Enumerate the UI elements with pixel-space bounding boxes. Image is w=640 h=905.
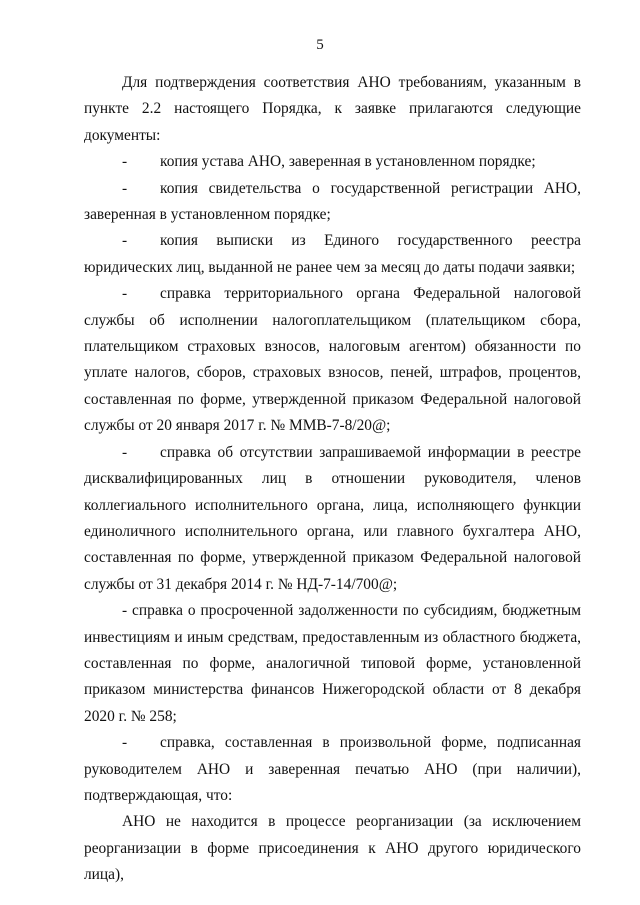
list-item-free-form-certificate (84, 730, 581, 809)
list-item-disqualified-registry-certificate (84, 440, 581, 598)
list-item-charter-copy (84, 149, 581, 175)
list-dash: - (122, 153, 128, 171)
paragraph-text: справка, составленная в произвольной форме, подписанная руководителем АНО и заверенная печатью АНО (при наличии), подтверждающая, что: (84, 734, 581, 804)
paragraph-text: копия устава АНО, заверенная в установленном порядке; (160, 153, 536, 171)
list-dash: - (122, 734, 128, 752)
list-dash: - (122, 285, 128, 303)
paragraph-text: копия свидетельства о государственной регистрации АНО, заверенная в установленном порядке; (84, 179, 581, 224)
paragraph-text: - справка о просроченной задолженности по субсидиям, бюджетным инвестициям и иным средствам, предоставленным из областного бюджета, составленная по форме, аналогичной типовой форме, установленной приказом министерства финансов Нижегородской области от 8 декабря 2020 г. № 258; (84, 602, 581, 725)
document-body (84, 70, 581, 889)
list-item-tax-certificate (84, 281, 581, 439)
list-dash: - (122, 179, 128, 197)
paragraph-text: копия выписки из Единого государственного реестра юридических лиц, выданной не ранее чем за месяц до даты подачи заявки; (84, 232, 581, 276)
paragraph-text: АНО не находится в процессе реорганизации (за исключением реорганизации в форме присоединения к АНО другого юридического лица), (84, 813, 581, 884)
list-dash: - (122, 232, 128, 250)
list-dash: - (122, 443, 128, 461)
intro-paragraph (84, 70, 581, 149)
paragraph-text: справка об отсутствии запрашиваемой информации в реестре дисквалифицированных лиц в отношении руководителя, членов коллегиального исполнительного органа, лица, исполняющего функции единоличного исполнительного органа, или главного бухгалтера АНО, составленная по форме, утвержденной приказом Федеральной налоговой службы от 31 декабря 2014 г. № НД-7-14/700@; (84, 443, 581, 593)
page-number: 5 (316, 37, 324, 53)
list-item-registration-certificate (84, 176, 581, 229)
paragraph-text: Для подтверждения соответствия АНО требованиям, указанным в пункте 2.2 настоящего Порядка, к заявке прилагаются следующие документы: (84, 74, 581, 144)
reorganization-paragraph (84, 809, 581, 888)
paragraph-text: справка территориального органа Федеральной налоговой службы об исполнении налогоплательщиком (плательщиком сбора, плательщиком страховых взносов, налоговым агентом) обязанности по уплате налогов, сборов, страховых взносов, пеней, штрафов, процентов, составленная по форме, утвержденной приказом Федеральной налоговой службы от 20 января 2017 г. № ММВ-7-8/20@; (84, 285, 581, 435)
list-item-egrul-extract (84, 228, 581, 281)
list-item-overdue-debt-certificate (84, 598, 581, 730)
